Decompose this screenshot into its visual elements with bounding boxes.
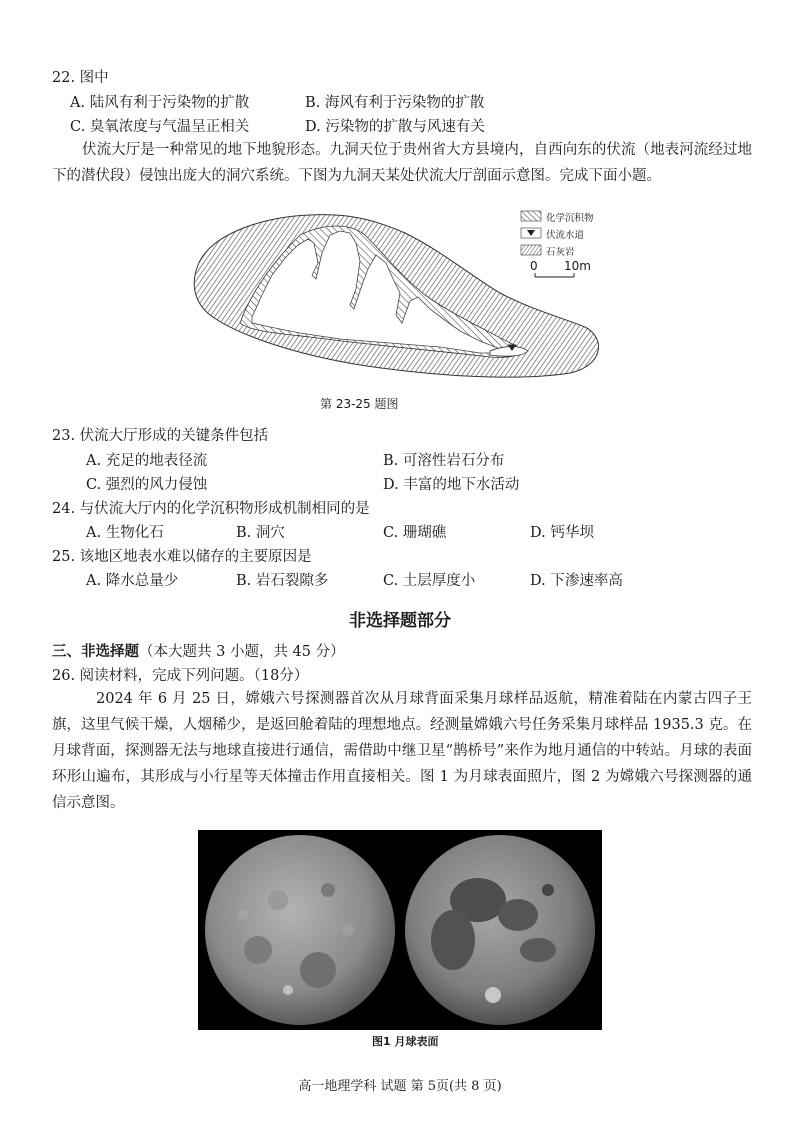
legend-chemical-deposit: 化学沉积物 [546,213,594,224]
page-footer: 高一地理学科 试题 第 5页(共 8 页) [298,1079,502,1094]
scale-bar [534,272,584,282]
part3-heading: 三、非选择题 [52,643,139,660]
legend-limestone: 石灰岩 [546,247,575,258]
q25-option-b: B. 岩石裂隙多 [236,573,329,589]
figure1-caption: 图1 月球表面 [372,1035,439,1048]
q22-option-b: B. 海风有利于污染物的扩散 [305,95,485,111]
legend-swatches [520,210,542,258]
q22-option-d: D. 污染物的扩散与风速有关 [305,119,485,135]
q24-option-a: A. 生物化石 [86,525,164,541]
moon-photos [198,830,602,1030]
q23-option-d: D. 丰富的地下水活动 [383,477,520,493]
q24-option-b: B. 洞穴 [236,525,285,541]
section-title: 非选择题部分 [349,611,451,631]
moon-near-side [405,835,595,1025]
q25-option-c: C. 土层厚度小 [383,573,476,589]
intro-23-25: 伏流大厅是一种常见的地下地貌形态。九洞天位于贵州省大方县境内，自西向东的伏流（地表河流经过地下的潜伏段）侵蚀出庞大的洞穴系统。下图为九洞天某处伏流大厅剖面示意图。完成下面小题。 [52,142,752,184]
scale-max: 10m [564,259,591,273]
q25-option-d: D. 下渗速率高 [530,573,623,589]
part3-note: （本大题共 3 小题，共 45 分） [139,644,345,660]
scale-zero: 0 [530,259,538,273]
part3-line [52,643,345,661]
q23-option-c: C. 强烈的风力侵蚀 [86,477,208,493]
q24-option-c: C. 珊瑚礁 [383,525,447,541]
q25-option-a: A. 降水总量少 [86,573,179,589]
q24-option-d: D. 钙华坝 [530,525,594,541]
moon-photo-panel [198,830,602,1030]
moon-far-side [205,835,395,1025]
q23-option-a: A. 充足的地表径流 [86,453,208,469]
q26-material: 2024 年 6 月 25 日，嫦娥六号探测器首次从月球背面采集月球样品返航，精准着陆在内蒙古四子王旗，这里气候干燥，人烟稀少，是返回舱着陆的理想地点。经测量嫦娥六号任务采集月球样品 1935.3 克。在月球背面，探测器无法与地球直接进行通信，需借助中继卫星“鹊桥号”来作为地月通信的中转站。月球的表面环形山遍布，其形成与小行星等天体撞击作用直接相关。图 1 为月球表面照片，图 2 为嫦娥六号探测器的通信示意图。 [52,691,752,811]
q22-stem: 22. 图中 [52,70,109,86]
q22-option-c: C. 臭氧浓度与气温呈正相关 [70,119,250,135]
legend-underground-channel: 伏流水道 [546,230,585,241]
q22-option-a: A. 陆风有利于污染物的扩散 [70,95,250,111]
q23-stem: 23. 伏流大厅形成的关键条件包括 [52,428,269,444]
q24-stem: 24. 与伏流大厅内的化学沉积物形成机制相同的是 [52,501,370,517]
q25-stem: 25. 该地区地表水难以储存的主要原因是 [52,549,312,565]
q23-option-b: B. 可溶性岩石分布 [383,453,505,469]
q26-stem: 26. 阅读材料，完成下列问题。（18分） [52,668,309,684]
figure-23-25-caption: 第 23-25 题图 [320,397,399,411]
